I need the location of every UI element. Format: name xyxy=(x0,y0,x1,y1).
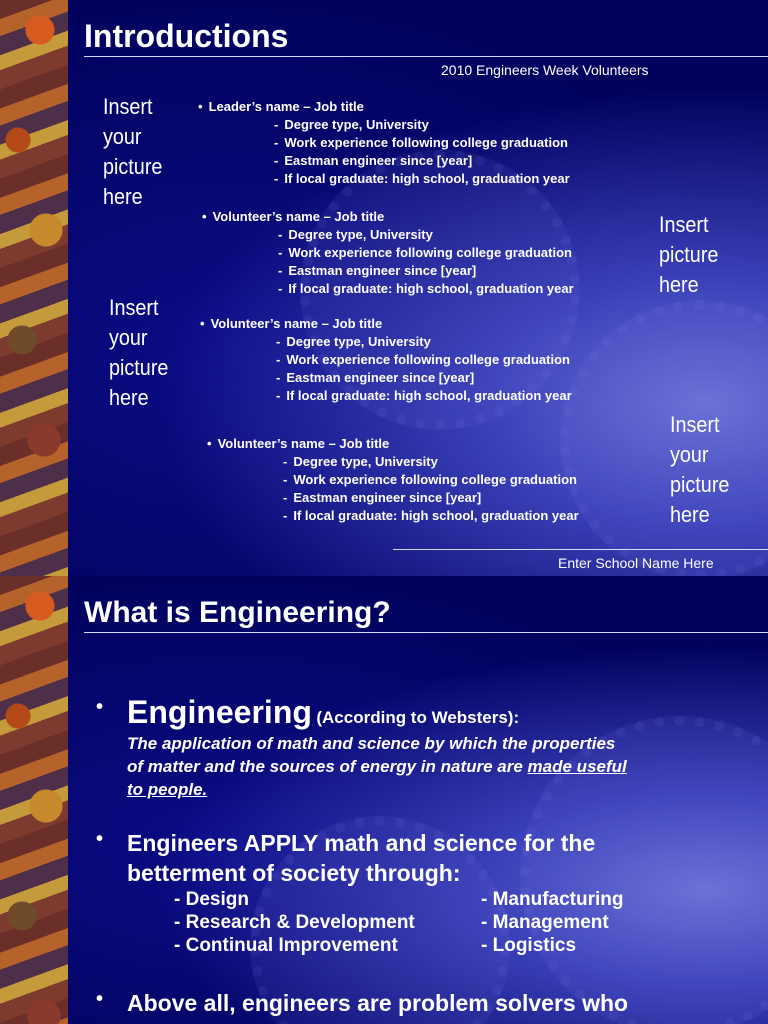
person-lead: • Volunteer’s name – Job title xyxy=(207,435,579,453)
picture-placeholder xyxy=(109,293,168,413)
definition-term: Engineering xyxy=(127,694,312,730)
person-detail: - Degree type, University xyxy=(200,333,572,351)
person-detail: - Eastman engineer since [year] xyxy=(200,369,572,387)
title-rule xyxy=(84,632,768,633)
person-detail: - If local graduate: high school, graduation year xyxy=(202,280,574,298)
placeholder-word: your xyxy=(109,325,148,350)
person-lead: • Volunteer’s name – Job title xyxy=(200,315,572,333)
person-detail: - If local graduate: high school, graduation year xyxy=(198,170,570,188)
placeholder-word: here xyxy=(659,272,699,297)
person-block-volunteer xyxy=(207,435,579,525)
bullet-line: Engineers APPLY math and science for the xyxy=(127,830,596,856)
person-detail: - Eastman engineer since [year] xyxy=(207,489,579,507)
person-detail: - Eastman engineer since [year] xyxy=(198,152,570,170)
placeholder-word: here xyxy=(109,385,149,410)
placeholder-word: picture xyxy=(670,472,730,497)
placeholder-word: picture xyxy=(103,154,163,179)
placeholder-word: Insert xyxy=(103,94,153,119)
person-detail: - If local graduate: high school, graduation year xyxy=(200,387,572,405)
placeholder-word: Insert xyxy=(659,212,709,237)
bullet-icon: • xyxy=(96,988,104,1010)
activity-item: - Manufacturing xyxy=(481,889,624,910)
activity-item: - Design xyxy=(174,889,249,910)
activity-item: - Logistics xyxy=(481,935,577,956)
decorative-gear-strip xyxy=(0,576,68,1024)
placeholder-word: Insert xyxy=(109,295,159,320)
footer-rule xyxy=(393,549,768,550)
definition-line: The application of math and science by which the properties xyxy=(127,734,616,753)
person-block-leader xyxy=(198,98,570,188)
picture-placeholder xyxy=(103,92,162,212)
picture-placeholder xyxy=(659,210,718,300)
slide-title: Introductions xyxy=(84,18,289,54)
person-detail: - Work experience following college graduation xyxy=(207,471,579,489)
picture-placeholder xyxy=(670,410,729,530)
placeholder-word: your xyxy=(670,442,709,467)
person-detail: - If local graduate: high school, graduation year xyxy=(207,507,579,525)
person-block-volunteer xyxy=(202,208,574,298)
slide-title: What is Engineering? xyxy=(84,596,391,629)
person-detail: - Degree type, University xyxy=(202,226,574,244)
person-detail: - Degree type, University xyxy=(198,116,570,134)
bullet-line: Above all, engineers are problem solvers who xyxy=(127,990,629,1016)
person-detail: - Degree type, University xyxy=(207,453,579,471)
activity-item: - Research & Development xyxy=(174,912,415,933)
placeholder-word: picture xyxy=(659,242,719,267)
definition-text xyxy=(127,732,627,801)
definition-emphasis: to people. xyxy=(127,780,208,799)
placeholder-word: here xyxy=(103,184,143,209)
person-block-volunteer xyxy=(200,315,572,405)
placeholder-word: picture xyxy=(109,355,169,380)
bullet-icon: • xyxy=(96,828,104,850)
definition-line-text: of matter and the sources of energy in nature are xyxy=(127,757,528,776)
placeholder-word: here xyxy=(670,502,710,527)
definition-source: (According to Websters): xyxy=(316,708,520,727)
activity-item: - Continual Improvement xyxy=(174,935,398,956)
slide-subtitle: 2010 Engineers Week Volunteers xyxy=(441,62,649,78)
definition-line xyxy=(127,755,627,778)
person-detail: - Work experience following college graduation xyxy=(200,351,572,369)
activity-list-left xyxy=(174,888,415,957)
person-detail: - Work experience following college graduation xyxy=(202,244,574,262)
bullet-icon: • xyxy=(96,696,104,718)
background-gear-icon xyxy=(560,300,768,576)
person-detail: - Work experience following college graduation xyxy=(198,134,570,152)
slide-what-is-engineering xyxy=(0,576,768,1024)
person-lead: • Volunteer’s name – Job title xyxy=(202,208,574,226)
person-detail: - Eastman engineer since [year] xyxy=(202,262,574,280)
person-lead: • Leader’s name – Job title xyxy=(198,98,570,116)
bullet-line: betterment of society through: xyxy=(127,860,461,886)
definition-emphasis: made useful xyxy=(527,757,627,776)
decorative-gear-strip xyxy=(0,0,68,576)
activity-item: - Management xyxy=(481,912,609,933)
placeholder-word: Insert xyxy=(670,412,720,437)
placeholder-word: your xyxy=(103,124,142,149)
title-rule xyxy=(84,56,768,57)
activity-list-right xyxy=(481,888,624,957)
school-name-footer: Enter School Name Here xyxy=(558,555,714,571)
